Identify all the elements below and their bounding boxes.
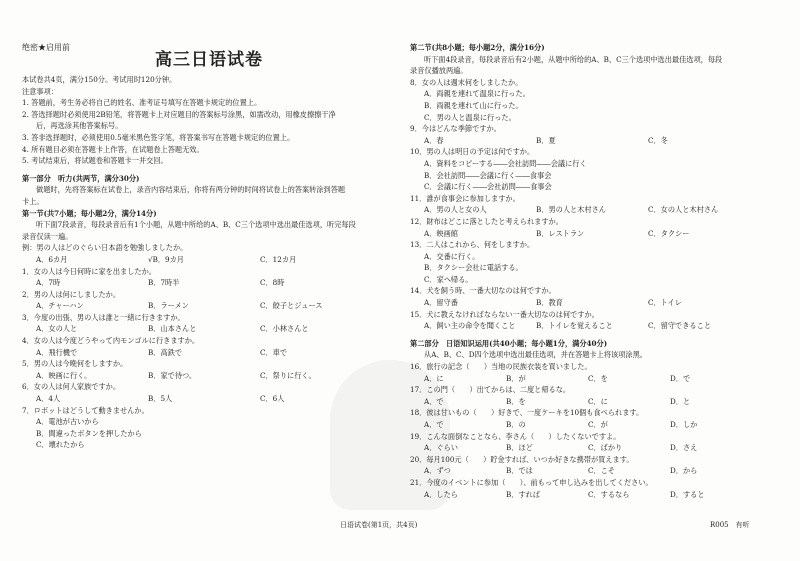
options (410, 465, 782, 477)
option-a: A．両親を連れて温泉に行った。 (424, 89, 530, 99)
exam-code: R005 有听 (710, 521, 750, 529)
option-a: A．ずつ (424, 466, 451, 476)
option-b: B．レストラン (536, 228, 585, 238)
question: 8．女の人は週末何をしましたか。 (410, 77, 523, 87)
option-b: B．教育 (536, 298, 563, 308)
option-d: D．すると (670, 489, 705, 499)
question: 10．男の人は明日の予定は何ですか。 (410, 147, 535, 157)
options (410, 442, 782, 454)
options (22, 277, 394, 289)
section1-instructions: 录音仅读一遍。 (22, 231, 73, 241)
option-c: C．6人 (260, 394, 285, 404)
option-d: D．で (670, 373, 691, 383)
option-c: C．餃子とジュース (260, 301, 323, 311)
intro-line: 2. 答选择题时必须使用2B铅笔，将答题卡上对应题目的答案标号涂黑，如需改动，用橡皮擦擦干净 (22, 109, 336, 119)
option-c: C．冬 (648, 135, 668, 145)
question: 4．女の人は今度どうやって内モンゴルに行きますか。 (22, 336, 200, 346)
right-column (410, 42, 782, 500)
intro-line: 注意事项： (22, 86, 58, 96)
option-b: B．会社訪問――会議に行く――食事会 (424, 170, 552, 180)
question: 9．今はどんな季節ですか。 (410, 124, 501, 134)
option-c: C．家へ帰る。 (424, 274, 473, 284)
question: 6．女の人は何人家族ですか。 (22, 382, 121, 392)
option-a: A．飼い主の命令を聞くこと (424, 321, 516, 331)
intro-line: 3. 答非选择题时，必须使用0.5毫米黑色签字笔，将答案书写在答题卡规定的位置上。 (22, 132, 295, 142)
option-c: C．祭りに行く。 (260, 370, 316, 380)
option-a: A．映画館 (424, 228, 458, 238)
option-b: B．タクシー会社に電話する。 (424, 263, 523, 273)
intro-line: 1. 答题前，考生务必将自己的姓名、准考证号填写在答题卡规定的位置上。 (22, 98, 262, 108)
options (410, 373, 782, 385)
option-c: C．小林さんと (260, 324, 309, 334)
option-a: A．ぐらい (424, 443, 458, 453)
option-a: A．で (424, 420, 444, 429)
option-a: A．春 (424, 135, 444, 145)
options (22, 370, 394, 382)
question: 14．犬を飼う時、一番大切なのは何ですか。 (410, 286, 556, 296)
part1-instructions: 卡上。 (22, 196, 44, 206)
option-d: D．しか (670, 420, 698, 429)
option-a: A．飛行機で (36, 347, 78, 357)
option-a: A．資料をコピーする――会社訪問――会議に行く (424, 158, 587, 168)
option-c: C．ばかり (588, 443, 623, 453)
example-options (22, 254, 394, 266)
options (410, 204, 782, 216)
option-c: C．留守できること (648, 321, 712, 331)
option-b: B．の (506, 420, 526, 429)
option-a: A．4人 (36, 394, 61, 404)
page-title: 高三日语试卷 (155, 50, 263, 70)
option-b: B．男の人と木村さん (536, 205, 606, 215)
left-column (22, 74, 394, 451)
option-b: B．を (506, 396, 526, 406)
intro-line: 5. 考试结束后，将试题卷和答题卡一并交回。 (22, 156, 168, 166)
intro-line: 本试卷共4页，满分150分。考试用时120分钟。 (22, 75, 177, 84)
question: 7．ロボットはどうして動きませんか。 (22, 405, 149, 415)
example-question: 例：男の人はどのぐらい日本語を勉強しましたか。 (22, 243, 188, 253)
option-c: C．男の人と温泉に行った。 (424, 112, 516, 122)
options (22, 393, 394, 405)
option-c: C．に (588, 396, 608, 406)
option-c: C．8時 (260, 278, 285, 288)
options (410, 228, 782, 240)
part2-instructions: 从A、B、C、D四个选项中选出最佳选项，并在答题卡上将该项涂黑。 (424, 350, 647, 360)
section2-heading: 第二节(共8小题；每小题2分，满分16分) (410, 43, 545, 52)
section1-instructions: 听下面7段录音，每段录音后有1个小题，从题中所给的A、B、C三个选项中选出最佳选项，听完每段 (36, 220, 356, 230)
option-c: C．車で (260, 347, 288, 357)
option-b: B．ほど (506, 443, 533, 453)
question: 18．彼は甘いもの（ ）好きで、一度ケーキを10個も食べられます。 (410, 408, 644, 418)
question: 2．男の人は何にしましたか。 (22, 289, 121, 299)
option-b: B．では (506, 466, 533, 476)
question: 13．二人はこれから、何をしますか。 (410, 240, 535, 250)
option-b: B．が (506, 373, 526, 383)
option-a: A．に (424, 373, 444, 383)
option-b: B．ラーメン (148, 301, 189, 311)
part1-heading: 第一部分 听力(共两节，满分30分) (22, 173, 140, 183)
option-b: √B．9カ月 (148, 254, 184, 264)
option-a: A．映画に行く。 (36, 370, 92, 380)
option-b: B．7時半 (148, 278, 180, 288)
option-a: A．電池が古いから (36, 417, 99, 427)
part2-heading: 第二部分 日语知识运用(共40小题；每小题1分，满分40分) (410, 338, 608, 348)
options (22, 347, 394, 359)
option-d: D．と (670, 396, 691, 406)
question: 21．今度のイベントに参加（ ）、前もって申し込みを出してください。 (410, 477, 653, 487)
option-b: B．間違ったボタンを押したから (36, 428, 142, 438)
options (410, 297, 782, 309)
option-a: A．6カ月 (36, 254, 68, 264)
question: 17．この門（ ）出てからは、二度と帰るな。 (410, 385, 571, 395)
question: 20．毎月100元（ ）貯金すれば、いつか好きな携帯が買えます。 (410, 454, 634, 464)
option-b: B．5人 (148, 394, 173, 404)
question: 11．誰が食事会に参加しますか。 (410, 193, 520, 203)
option-d: D．さえ (670, 443, 698, 453)
option-a: A．チャーハン (36, 301, 84, 311)
question: 5．男の人は今晩何をしますか。 (22, 359, 128, 369)
section2-instructions: 听下面4段录音，每段录音后有2小题，从题中所给的A、B、C三个选项中选出最佳选项，每段 (424, 54, 723, 64)
option-c: C．壊れたから (36, 440, 85, 450)
options (22, 300, 394, 312)
option-b: B．山本さんと (148, 324, 197, 334)
option-c: C．12カ月 (260, 254, 297, 264)
option-c: C．するなら (588, 489, 630, 499)
option-c: C．タクシー (648, 228, 690, 238)
option-a: A．7時 (36, 278, 61, 288)
option-c: C．トイレ (648, 298, 682, 308)
option-b: B．高鉄で (148, 347, 183, 357)
question: 1．女の人は今日何時に家を出ましたか。 (22, 266, 156, 276)
option-a: A．で (424, 396, 444, 406)
option-b: B．夏 (536, 135, 556, 145)
option-c: C．が (588, 420, 608, 429)
options (410, 320, 782, 332)
question: 3．今度の出張、男の人は誰と一緒に行きますか。 (22, 312, 185, 322)
option-b: B．トイレを覚えること (536, 321, 613, 331)
options (410, 396, 782, 408)
options (410, 135, 782, 147)
question: 16．旅行の記念（ ）当地の民族衣装を買いました。 (410, 362, 592, 372)
options (410, 419, 782, 431)
option-a: A．したら (424, 489, 458, 499)
options (22, 323, 394, 335)
option-d: D．から (670, 466, 698, 476)
option-a: A．留守番 (424, 298, 458, 308)
option-a: A．女の人と (36, 324, 78, 334)
option-c: C．会議に行く――会社訪問――食事会 (424, 182, 552, 192)
question: 19．こんな面倒なことなら、李さん（ ）したくないですよ。 (410, 431, 621, 441)
section2-instructions: 录音仅播放两遍。 (410, 66, 468, 76)
page-footer: 日语试卷(第1页，共4页) (340, 521, 418, 529)
intro-line: 4. 所有题目必须在答题卡上作答，在试题卷上答题无效。 (22, 144, 204, 154)
option-b: B．両親を連れて山に行った。 (424, 100, 523, 110)
option-c: C．こそ (588, 466, 616, 476)
question: 15．犬に教えなければならない一番大切なのは何ですか。 (410, 309, 599, 319)
question: 12．財布はどこに落としたと考えられますか。 (410, 216, 563, 226)
part1-instructions: 做题时，先将答案标在试卷上，录音内容结束后，你将有两分钟的时间将试卷上的答案转涂到答题 (36, 185, 346, 195)
options (410, 489, 782, 501)
option-a: A．男の人と女の人 (424, 205, 487, 215)
option-c: C．女の人と木村さん (648, 205, 719, 215)
confidential-label: 绝密★启用前 (22, 43, 70, 52)
intro-line: 后，再选涂其他答案标号。 (36, 121, 123, 131)
option-a: A．交番に行く。 (424, 251, 480, 261)
section1-heading: 第一节(共7小题；每小题2分，满分14分) (22, 208, 157, 218)
option-c: C．を (588, 373, 608, 383)
option-b: B．すれば (506, 489, 541, 499)
option-b: B．家で待つ。 (148, 370, 197, 380)
